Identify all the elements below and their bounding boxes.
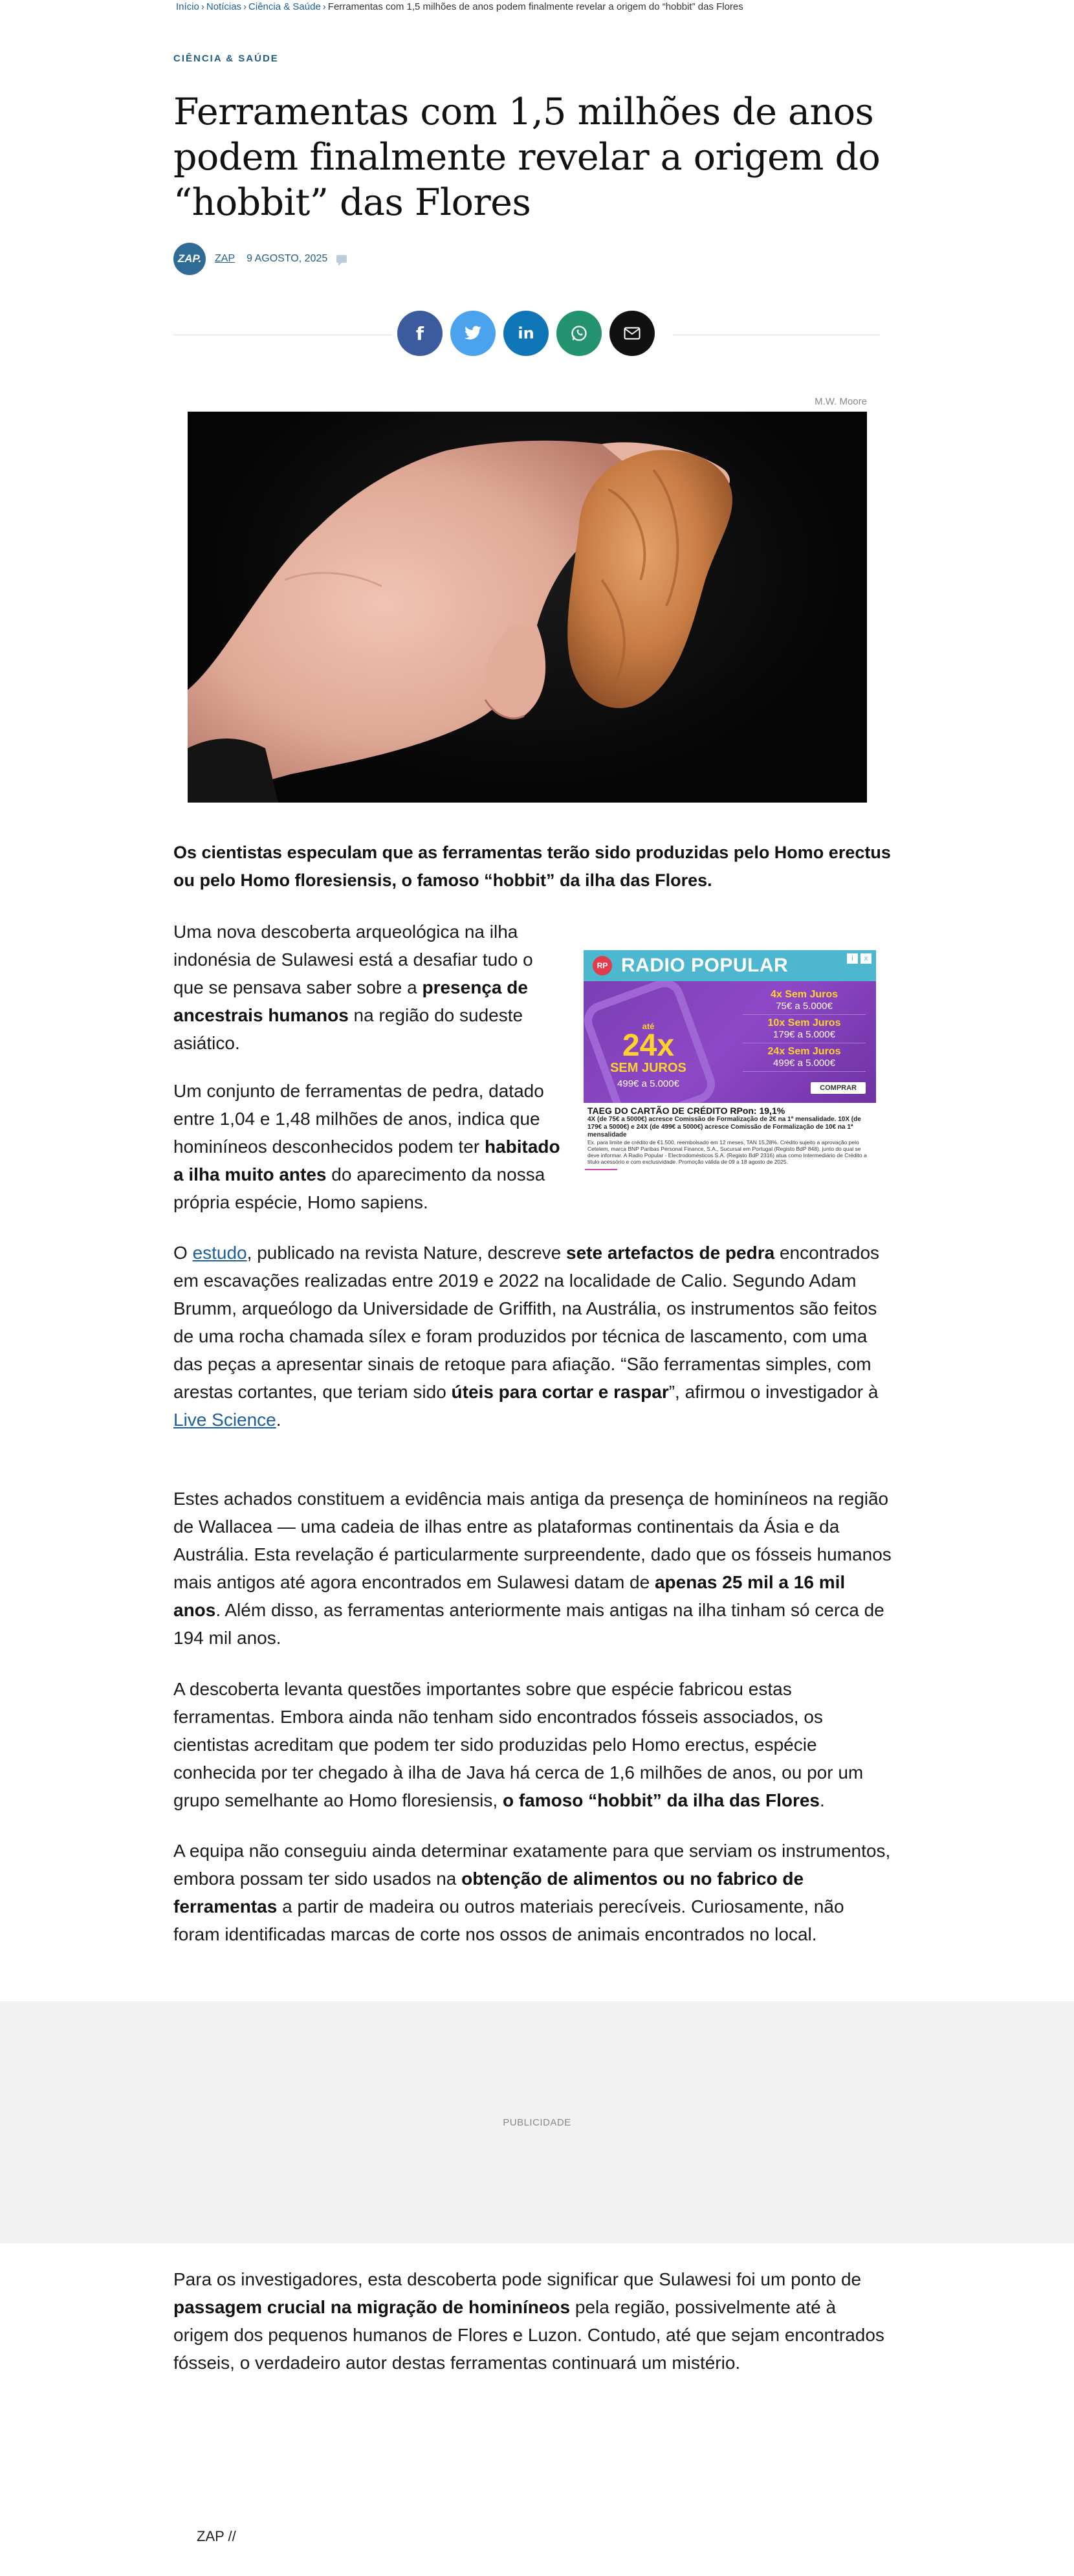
article-paragraph: Um conjunto de ferramentas de pedra, datado entre 1,04 e 1,48 milhões de anos, indica que hominíneos desconhecidos podem ter habitado a ilha muito antes do aparecimento da nossa própria espécie, Homo sapiens. bbox=[173, 1081, 560, 1212]
ad-brand: RADIO POPULAR bbox=[621, 955, 789, 976]
ad-header bbox=[584, 950, 876, 981]
article-paragraph: Estes achados constituem a evidência mais antiga da presença de hominíneos na região de Wallacea — uma cadeia de ilhas entre as plataformas continentais da Ásia e da Austrália. Esta revelação é particularmente surpreendente, dado que os fósseis humanos mais antigos até agora encontrados em Sulawesi datam de apenas 25 mil a 16 mil anos. Além disso, as ferramentas anteriormente mais antigas na ilha tinham só cerca de 194 mil anos. bbox=[173, 1489, 892, 1648]
whatsapp-icon bbox=[570, 324, 588, 342]
share-bar bbox=[397, 311, 655, 356]
publish-date: 9 AGOSTO, 2025 bbox=[247, 253, 328, 264]
ad-offer-panel bbox=[584, 981, 876, 1103]
article-paragraph: A equipa não conseguiu ainda determinar exatamente para que serviam os instrumentos, embora possam ter sido usados na obtenção de alimentos ou no fabrico de ferramentas a partir de madeira ou outros materiais perecíveis. Curiosamente, não foram identificadas marcas de corte nos ossos de animais encontrados no local. bbox=[173, 1841, 891, 1944]
hand-holding-stone-tool-illustration bbox=[188, 412, 867, 803]
ad-big-number: 24x bbox=[622, 1028, 675, 1063]
whatsapp-share-button[interactable] bbox=[556, 311, 602, 356]
advertisement-banner[interactable] bbox=[584, 950, 876, 1191]
ad-terms bbox=[584, 1103, 876, 1168]
close-icon[interactable]: x bbox=[860, 953, 872, 964]
live-science-link[interactable]: Live Science bbox=[173, 1410, 276, 1430]
comment-icon[interactable] bbox=[336, 255, 347, 263]
breadcrumb-separator: › bbox=[201, 1, 204, 12]
ad-taeg: TAEG DO CARTÃO DE CRÉDITO RPon: 19,1% bbox=[587, 1105, 785, 1116]
ad-headline-offer bbox=[603, 1021, 694, 1089]
ad-offer-item: 24x Sem Juros 499€ a 5.000€ bbox=[743, 1043, 866, 1072]
linkedin-icon: in bbox=[518, 324, 534, 342]
ad-logo: RP bbox=[593, 956, 612, 975]
ad-offer-item: 10x Sem Juros 179€ a 5.000€ bbox=[743, 1015, 866, 1043]
twitter-share-button[interactable] bbox=[450, 311, 496, 356]
facebook-icon: f bbox=[415, 322, 424, 344]
author-link[interactable]: ZAP bbox=[215, 253, 236, 264]
ad-choices-icon[interactable]: i bbox=[846, 953, 859, 964]
facebook-share-button[interactable] bbox=[397, 311, 443, 356]
ad-fine-print: Ex. para limite de crédito de €1.500, reembolsado em 12 meses, TAN 15,28%. Crédito sujeito a aprovação pelo Cetelem, marca BNP Paribas Personal Finance, S.A., Sucursal em Portugal (Registo BdP 848), junto do qual se deve informar. A Radio Popular - Electrodomésticos S.A. (Registo BdP 2316) atua como Intermediário de Crédito a título acessório e com exclusividade. Promoção válida de 09 a 18 agosto de 2025. bbox=[587, 1139, 867, 1165]
breadcrumb bbox=[176, 0, 743, 16]
envelope-icon bbox=[624, 327, 641, 340]
article-paragraph: Para os investigadores, esta descoberta pode significar que Sulawesi foi um ponto de passagem crucial na migração de hominíneos pela região, possivelmente até à origem dos pequenos humanos de Flores e Luzon. Contudo, até que sejam encontrados fósseis, o verdadeiro autor destas ferramentas continuará um mistério. bbox=[173, 2269, 884, 2373]
ad-offer-list bbox=[743, 986, 866, 1072]
article-photo bbox=[188, 412, 867, 803]
photo-credit: M.W. Moore bbox=[815, 396, 867, 407]
ad-offer-item: 4x Sem Juros 75€ a 5.000€ bbox=[743, 986, 866, 1015]
article-category[interactable]: CIÊNCIA & SAÚDE bbox=[173, 53, 279, 64]
email-share-button[interactable] bbox=[609, 311, 655, 356]
breadcrumb-current: Ferramentas com 1,5 milhões de anos podem finalmente revelar a origem do “hobbit” das Flores bbox=[327, 1, 743, 12]
breadcrumb-section[interactable]: Ciência & Saúde bbox=[248, 1, 321, 12]
article-meta bbox=[173, 242, 347, 276]
breadcrumb-separator: › bbox=[243, 1, 247, 12]
avatar[interactable]: ZAP. bbox=[173, 243, 206, 275]
ad-up-to: até bbox=[642, 1021, 655, 1031]
study-link[interactable]: estudo bbox=[192, 1243, 247, 1263]
breadcrumb-home[interactable]: Início bbox=[176, 1, 199, 12]
divider bbox=[585, 1169, 617, 1170]
breadcrumb-separator: › bbox=[322, 1, 326, 12]
article-lead: Os cientistas especulam que as ferramentas terão sido produzidas pelo Homo erectus ou pelo Homo floresiensis, o famoso “hobbit” da ilha das Flores. bbox=[173, 843, 891, 890]
article-signature: ZAP // bbox=[197, 2528, 236, 2544]
article-paragraph: Uma nova descoberta arqueológica na ilha indonésia de Sulawesi está a desafiar tudo o que se pensava saber sobre a presença de ancestrais humanos na região do sudeste asiático. bbox=[173, 922, 533, 1053]
twitter-icon bbox=[464, 326, 482, 341]
article-paragraph: O estudo, publicado na revista Nature, descreve sete artefactos de pedra encontrados em escavações realizadas entre 2019 e 2022 na localidade de Calio. Segundo Adam Brumm, arqueólogo da Universidade de Griffith, na Austrália, os instrumentos são feitos de uma rocha chamada sílex e foram produzidos por técnica de lascamento, com uma das peças a apresentar sinais de retoque para afiação. “São ferramentas simples, com arestas cortantes, que teriam sido úteis para cortar e raspar”, afirmou o investigador à Live Science. bbox=[173, 1243, 880, 1430]
linkedin-share-button[interactable] bbox=[503, 311, 549, 356]
article-paragraph: A descoberta levanta questões importantes sobre que espécie fabricou estas ferramentas. Embora ainda não tenham sido encontrados fósseis associados, os cientistas acreditam que podem ter sido produzidas pelo Homo erectus, espécie conhecida por ter chegado à ilha de Java há cerca de 1,6 milhões de anos, ou por um grupo semelhante ao Homo floresiensis, o famoso “hobbit” da ilha das Flores. bbox=[173, 1679, 864, 1810]
advertisement-placeholder[interactable]: PUBLICIDADE bbox=[0, 2001, 1074, 2243]
ad-big-sub: SEM JUROS bbox=[610, 1061, 686, 1075]
ad-controls bbox=[846, 953, 872, 964]
ad-terms-text: 4X (de 75€ a 5000€) acresce Comissão de Formalização de 2€ na 1ª mensalidade. 10X (de 179€ a 5000€) e 24X (de 499€ a 5000€) acresce Comissão de Formalização de 10€ na 1ª mensalidade bbox=[587, 1116, 861, 1138]
ad-buy-button[interactable]: COMPRAR bbox=[811, 1082, 866, 1094]
ad-big-price: 499€ a 5.000€ bbox=[617, 1078, 679, 1089]
page-title: Ferramentas com 1,5 milhões de anos podem finalmente revelar a origem do “hobbit” das Flores bbox=[173, 91, 881, 224]
breadcrumb-news[interactable]: Notícias bbox=[206, 1, 242, 12]
